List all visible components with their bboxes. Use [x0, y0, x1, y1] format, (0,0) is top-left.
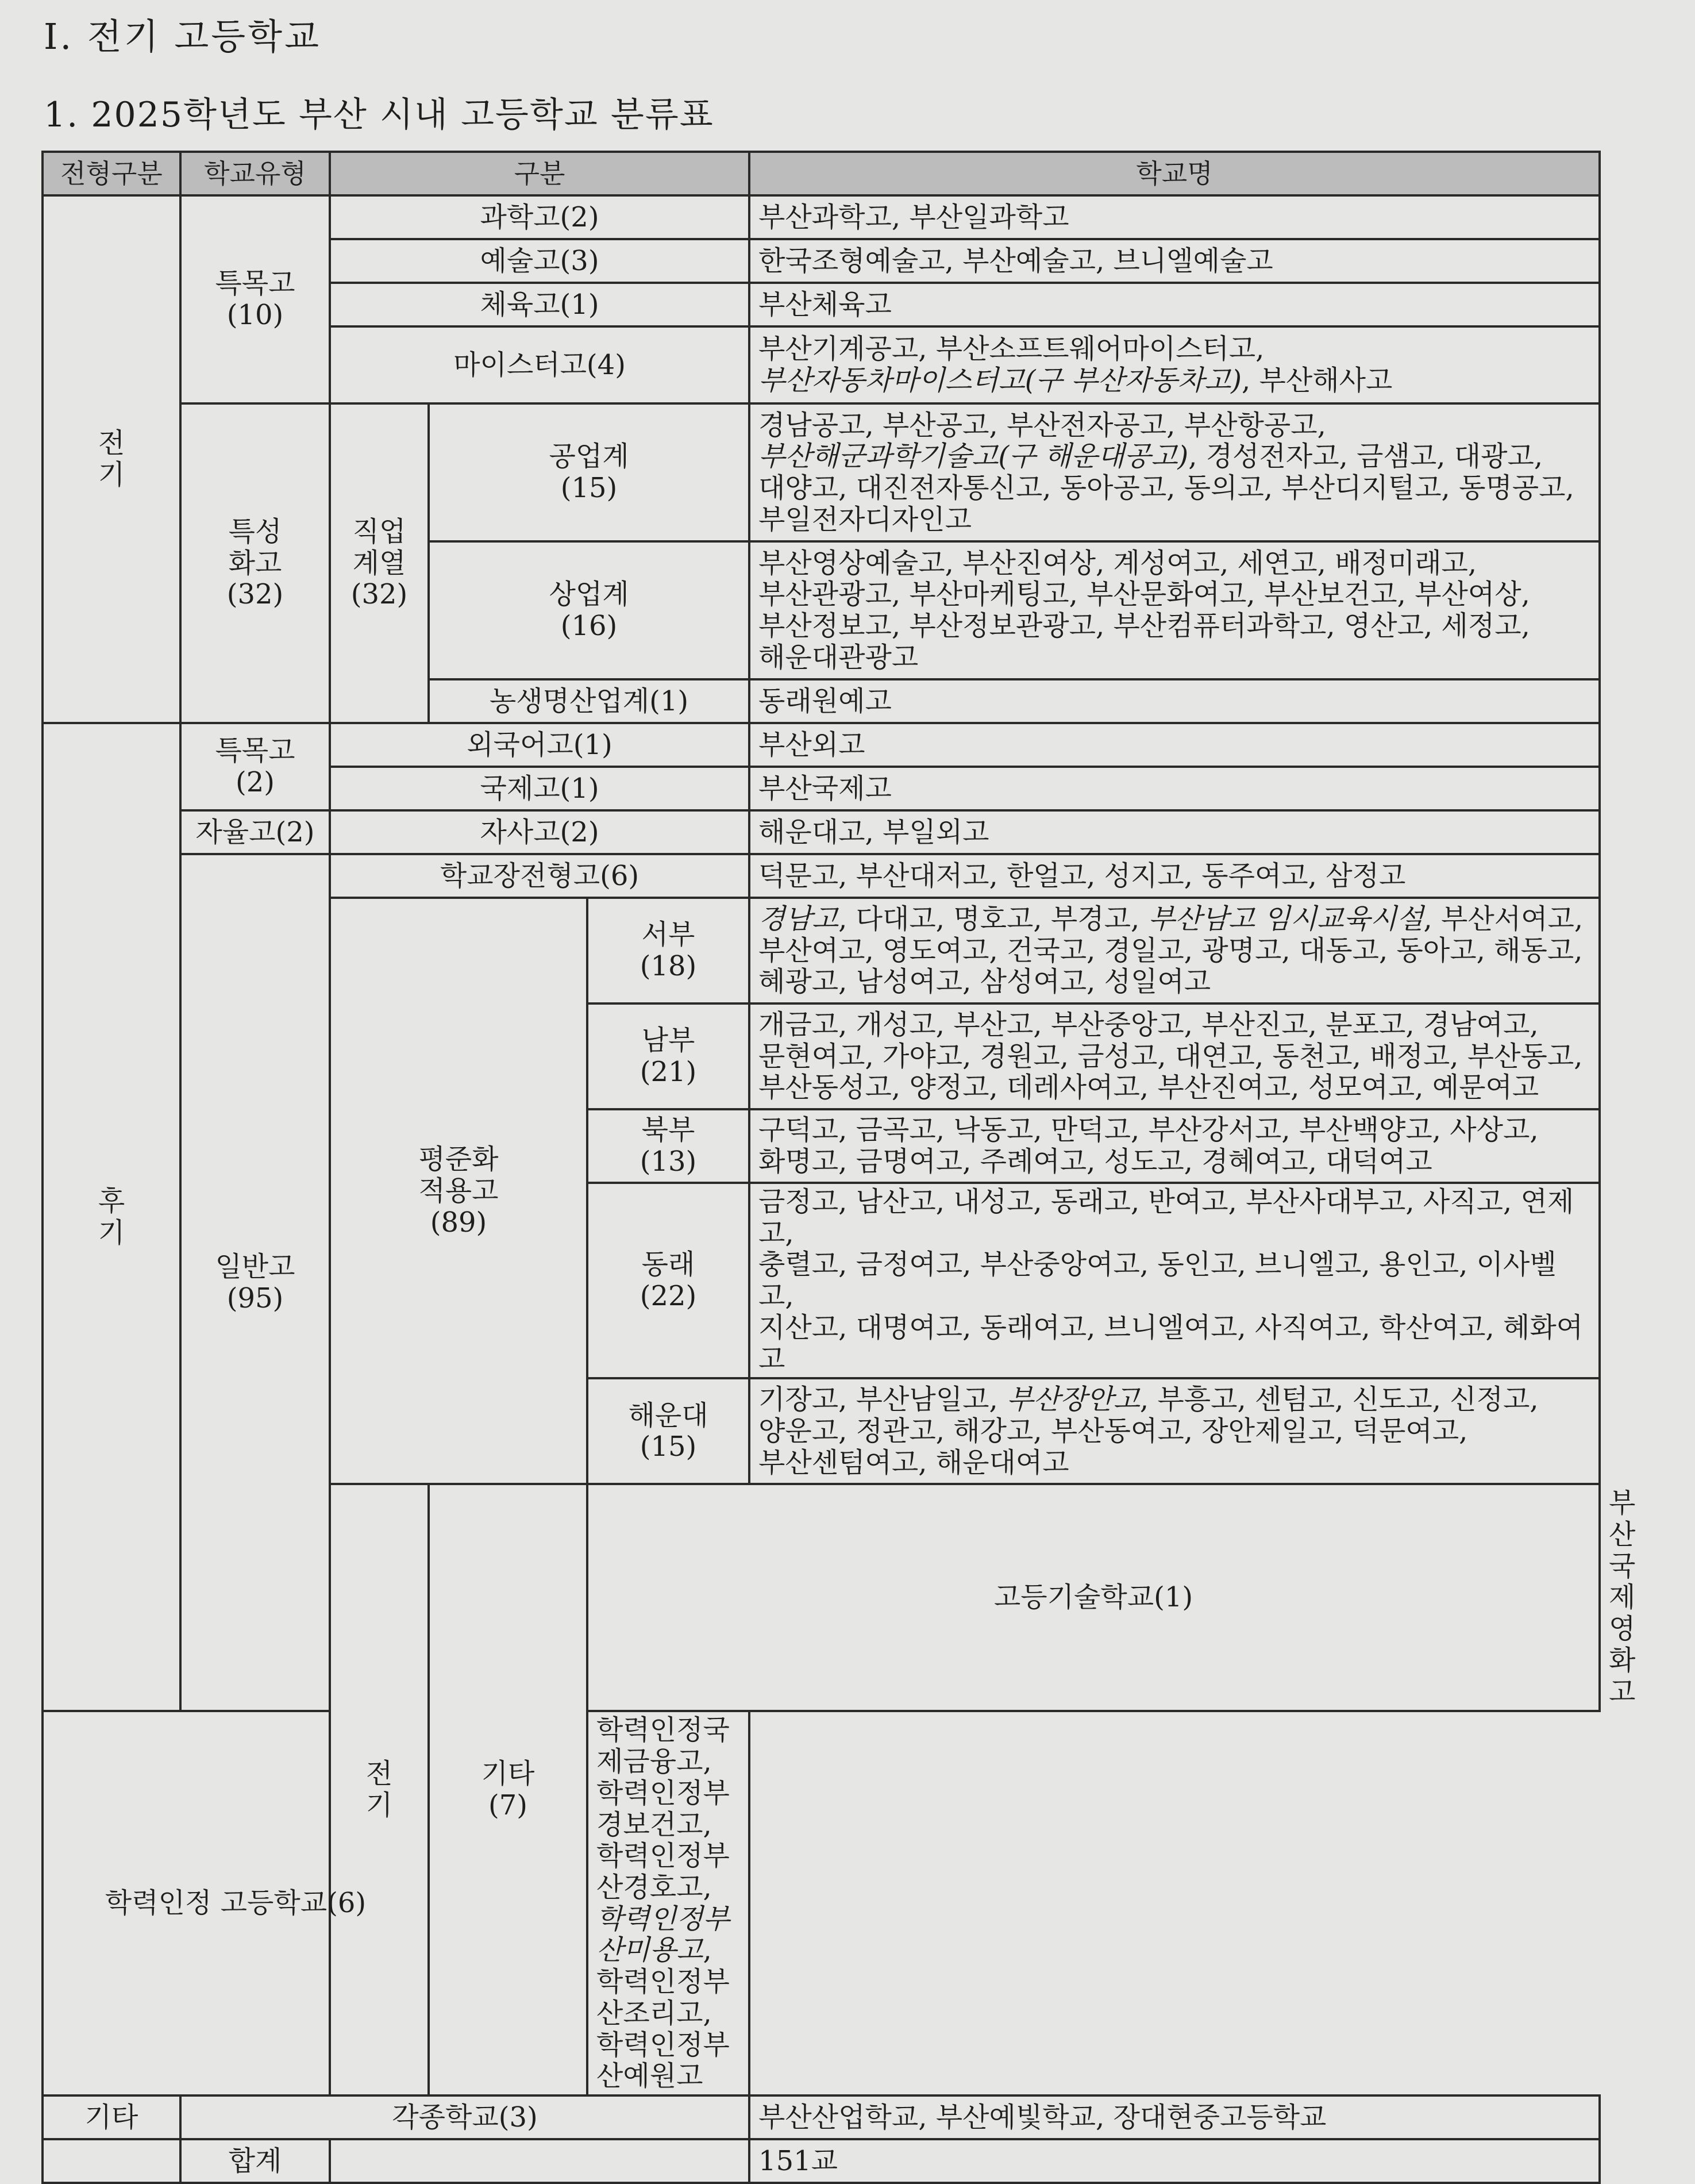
table-title: 1. 2025학년도 부산 시내 고등학교 분류표: [44, 95, 714, 135]
schools-north: 구덕고, 금곡고, 낙동고, 만덕고, 부산강서고, 부산백양고, 사상고, 화명고, 금명여고, 주례여고, 성도고, 경혜여고, 대덕여고: [749, 1109, 1600, 1183]
header-category: 구분: [330, 152, 749, 195]
schools-intl: 부산국제고: [749, 767, 1600, 810]
category-north: 북부 (13): [587, 1109, 749, 1183]
category-haeundae: 해운대 (15): [587, 1378, 749, 1484]
table-row: [43, 195, 1600, 239]
schools-industry-line3: 대양고, 대진전자통신고, 동아공고, 동의고, 부산디지털고, 동명공고,: [758, 472, 1574, 504]
schools-west-italic: 경남고: [758, 902, 839, 935]
category-intl: 국제고(1): [330, 767, 749, 810]
total-value: 151교: [749, 2139, 1600, 2183]
schools-west-line1b: , 부산서여고,: [1423, 902, 1584, 935]
total-empty-cell-2: [330, 2139, 749, 2183]
category-foreign: 외국어고(1): [330, 723, 749, 767]
schools-industry-line1: 경남공고, 부산공고, 부산전자공고, 부산항공고,: [758, 409, 1326, 441]
schools-meister: [749, 326, 1600, 403]
schools-haeundae-line2: 양운고, 정관고, 해강고, 부산동여고, 장안제일고, 덕문여고,: [758, 1414, 1468, 1447]
category-meister: 마이스터고(4): [330, 326, 749, 403]
category-commerce: 상업계 (16): [429, 541, 749, 679]
schools-meister-line1: 부산기계공고, 부산소프트웨어마이스터고,: [758, 333, 1265, 366]
type-gita-7: 기타 (7): [429, 1484, 587, 2095]
table-row: [43, 2095, 1600, 2139]
category-west: 서부 (18): [587, 898, 749, 1003]
section-heading: I. 전기 고등학교: [44, 16, 321, 57]
schools-west-italic2: 부산남고 임시교육시설: [1148, 902, 1424, 935]
schools-industry-line2: , 경성전자고, 금샘고, 대광고,: [1188, 440, 1543, 473]
schools-west-line3: 혜광고, 남성여고, 삼성여고, 성일여고: [758, 966, 1211, 998]
category-accredited: 학력인정 고등학교(6): [43, 1711, 429, 2095]
group-gita: 기타: [43, 2095, 180, 2139]
table-row: [43, 854, 1600, 898]
schools-haeundae-line3: 부산센텀여고, 해운대여고: [758, 1446, 1069, 1479]
group-jeongi: 전 기: [43, 195, 180, 723]
category-principal: 학교장전형고(6): [330, 854, 749, 898]
table-row: 전 기 기타 (7) 고등기술학교(1) 부산국제영화고: [43, 1484, 1600, 1711]
type-jayul-2: 자율고(2): [180, 810, 330, 854]
category-arts: 예술고(3): [330, 239, 749, 283]
type-pyeongjun-89: 평준화 적용고 (89): [330, 898, 587, 1484]
group-jeongi-2: 전 기: [330, 1484, 429, 2095]
table-row: [43, 1711, 1600, 2095]
schools-west: [749, 898, 1600, 1003]
category-south: 남부 (21): [587, 1003, 749, 1109]
type-teukseong-32: 특성 화고 (32): [180, 403, 330, 723]
schools-dongnae: 금정고, 남산고, 내성고, 동래고, 반여고, 부산사대부고, 사직고, 연제고, 충렬고, 금정여고, 부산중앙여고, 동인고, 브니엘고, 용인고, 이사벨고, 지산고, 대명여고, 동래여고, 브니엘여고, 사직여고, 학산여고, 혜화여고: [749, 1183, 1600, 1378]
schools-haeundae-line1b: , 부흥고, 센텀고, 신도고, 신정고,: [1139, 1383, 1539, 1416]
category-various: 각종학교(3): [180, 2095, 749, 2139]
schools-accredited-line2: , 학력인정부산조리고, 학력인정부산예원고: [596, 1934, 730, 2093]
category-tech: 고등기술학교(1): [587, 1484, 1600, 1711]
schools-industry-line4: 부일전자디자인고: [758, 503, 972, 536]
type-ilban-95: 일반고 (95): [180, 854, 330, 1711]
type-teukmok-10: 특목고 (10): [180, 195, 330, 403]
header-school-type: 학교유형: [180, 152, 330, 195]
schools-meister-line2: , 부산해사고: [1242, 364, 1393, 397]
type-teukmok-2: 특목고 (2): [180, 723, 330, 810]
schools-haeundae-italic: 부산장안고: [1007, 1383, 1140, 1416]
schools-industry: [749, 403, 1600, 541]
schools-accredited: [587, 1711, 749, 2095]
schools-industry-italic: 부산해군과학기술고(구 해운대공고): [758, 440, 1189, 473]
schools-jasa: 해운대고, 부일외고: [749, 810, 1600, 854]
schools-sports: 부산체육고: [749, 283, 1600, 326]
school-classification-table: [41, 151, 1636, 2184]
category-science: 과학고(2): [330, 195, 749, 239]
schools-haeundae-line1: 기장고, 부산남일고,: [758, 1383, 1007, 1416]
schools-agri: 동래원예고: [749, 679, 1600, 723]
schools-commerce: 부산영상예술고, 부산진여상, 계성여고, 세연고, 배정미래고, 부산관광고, 부산마케팅고, 부산문화여고, 부산보건고, 부산여상, 부산정보고, 부산정보관광고, 부산컴퓨터과학고, 영산고, 세정고, 해운대관광고: [749, 541, 1600, 679]
total-row: [43, 2139, 1600, 2183]
table-row: [43, 810, 1600, 854]
schools-west-line1: , 다대고, 명호고, 부경고,: [838, 902, 1149, 935]
table-row: [43, 403, 1600, 541]
table-header-row: [43, 152, 1600, 195]
table-row: [43, 723, 1600, 767]
schools-accredited-italic: 학력인정부산미용고: [596, 1902, 730, 1967]
schools-south: 개금고, 개성고, 부산고, 부산중앙고, 부산진고, 분포고, 경남여고, 문현여고, 가야고, 경원고, 금성고, 대연고, 동천고, 배정고, 부산동고, 부산동성고, 양정고, 데레사여고, 부산진여고, 성모여고, 예문여고: [749, 1003, 1600, 1109]
schools-arts: 한국조형예술고, 부산예술고, 브니엘예술고: [749, 239, 1600, 283]
category-jasa: 자사고(2): [330, 810, 749, 854]
total-label: 합계: [180, 2139, 330, 2183]
category-dongnae: 동래 (22): [587, 1183, 749, 1378]
schools-science: 부산과학고, 부산일과학고: [749, 195, 1600, 239]
schools-accredited-line1: 학력인정국제금융고, 학력인정부경보건고, 학력인정부산경호고,: [596, 1714, 730, 1904]
schools-foreign: 부산외고: [749, 723, 1600, 767]
total-empty-cell: [43, 2139, 180, 2183]
schools-various: 부산산업학교, 부산예빛학교, 장대현중고등학교: [749, 2095, 1600, 2139]
category-agri: 농생명산업계(1): [429, 679, 749, 723]
schools-haeundae: [749, 1378, 1600, 1484]
schools-west-line2: 부산여고, 영도여고, 건국고, 경일고, 광명고, 대동고, 동아고, 해동고,: [758, 934, 1583, 967]
schools-meister-italic: 부산자동차마이스터고(구 부산자동차고): [758, 364, 1242, 397]
header-screening-type: 전형구분: [43, 152, 180, 195]
group-hugi: 후 기: [43, 723, 180, 1711]
schools-principal: 덕문고, 부산대저고, 한얼고, 성지고, 동주여고, 삼정고: [749, 854, 1600, 898]
type-jigeop-32: 직업 계열 (32): [330, 403, 429, 723]
category-sports: 체육고(1): [330, 283, 749, 326]
header-school-names: 학교명: [749, 152, 1600, 195]
category-industry: 공업계 (15): [429, 403, 749, 541]
